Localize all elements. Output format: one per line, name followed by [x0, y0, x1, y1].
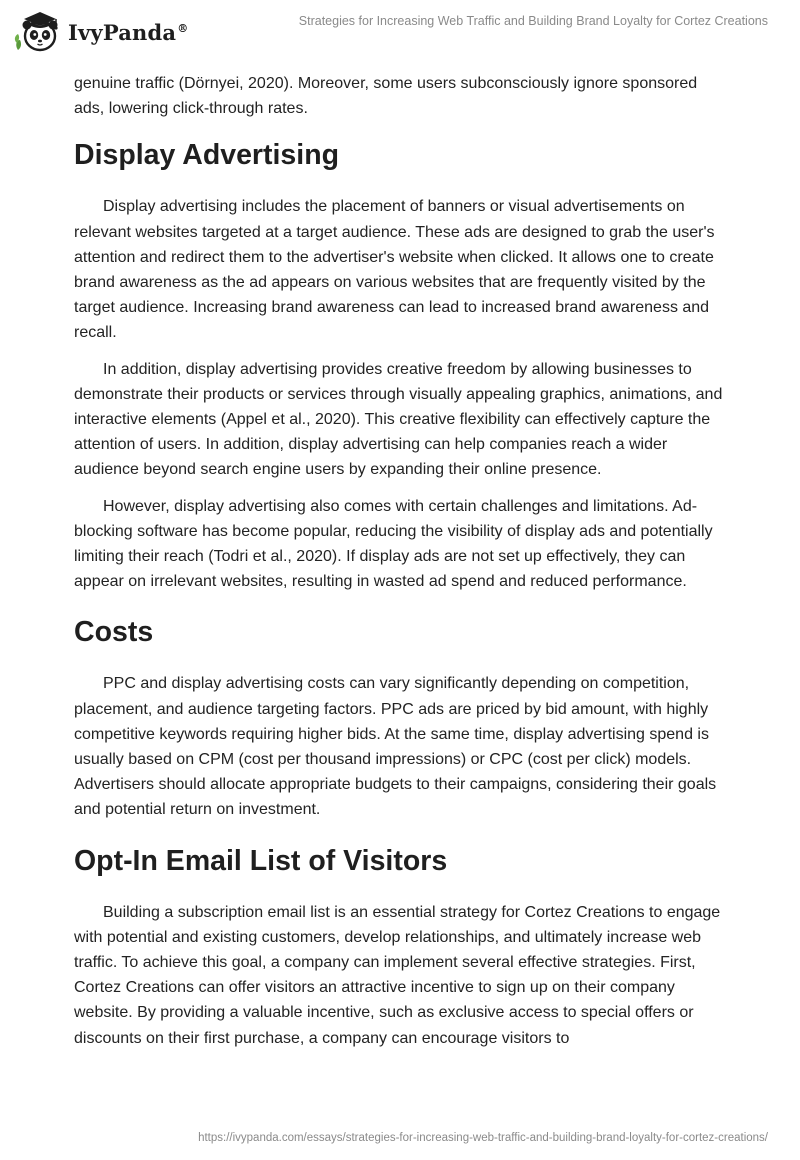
paragraph: Display advertising includes the placement of banners or visual advertisements on relevant websites targeted at a target audience. These ads are designed to grab the user's attention and redirect them to the advertiser's website when clicked. It allows one to create brand awareness as the ad appears on various websites that are frequently visited by the target audience. Increasing brand awareness can lead to increased brand awareness and recall.	[74, 198, 715, 342]
ivypanda-logo[interactable]	[14, 10, 188, 54]
intro-paragraph: genuine traffic (Dörnyei, 2020). Moreover, some users subconsciously ignore sponsored ads, lowering click-through rates.	[74, 75, 698, 118]
brand-name: IvyPanda®	[68, 19, 189, 45]
heading-costs: Costs	[74, 616, 154, 649]
panda-graduation-cap-icon	[14, 10, 64, 54]
heading-opt-in-email-list: Opt-In Email List of Visitors	[74, 844, 448, 877]
paragraph: PPC and display advertising costs can vary significantly depending on competition, placement, and audience targeting factors. PPC ads are priced by bid amount, with highly competitive keywords requiring higher bids. At the same time, display advertising spend is usually based on CPM (cost per thousand impressions) or CPC (cost per click) models. Advertisers should allocate appropriate budgets to their campaigns, considering their goals and potential return on investment.	[74, 675, 717, 819]
heading-display-advertising: Display Advertising	[74, 139, 340, 172]
source-url-link[interactable]: https://ivypanda.com/essays/strategies-for-increasing-web-traffic-and-building-brand-loyalty-for-cortez-creations/	[198, 1132, 768, 1144]
paragraph: In addition, display advertising provides creative freedom by allowing businesses to demonstrate their products or services through visually appealing graphics, animations, and interactive elements (Appel et al., 2020). This creative flexibility can effectively capture the attention of users. In addition, display advertising can help companies reach a wider audience beyond search engine users by expanding their online presence.	[74, 360, 723, 479]
paragraph: However, display advertising also comes with certain challenges and limitations. Ad-blocking software has become popular, reducing the visibility of display ads and potentially limiting their reach (Todri et al., 2020). If display ads are not set up effectively, they can appear on irrelevant websites, resulting in wasted ad spend and reduced performance.	[74, 497, 713, 591]
page-header	[0, 0, 800, 62]
paragraph: Building a subscription email list is an essential strategy for Cortez Creations to engage with potential and existing customers, develop relationships, and ultimately increase web traffic. To achieve this goal, a company can implement several effective strategies. First, Cortez Creations can offer visitors an attractive incentive to sign up on their company website. By providing a valuable incentive, such as exclusive access to special offers or discounts on their first purchase, a company can encourage visitors to	[74, 903, 721, 1047]
document-title: Strategies for Increasing Web Traffic and Building Brand Loyalty for Cortez Creations	[298, 14, 768, 28]
essay-body	[74, 71, 726, 1062]
